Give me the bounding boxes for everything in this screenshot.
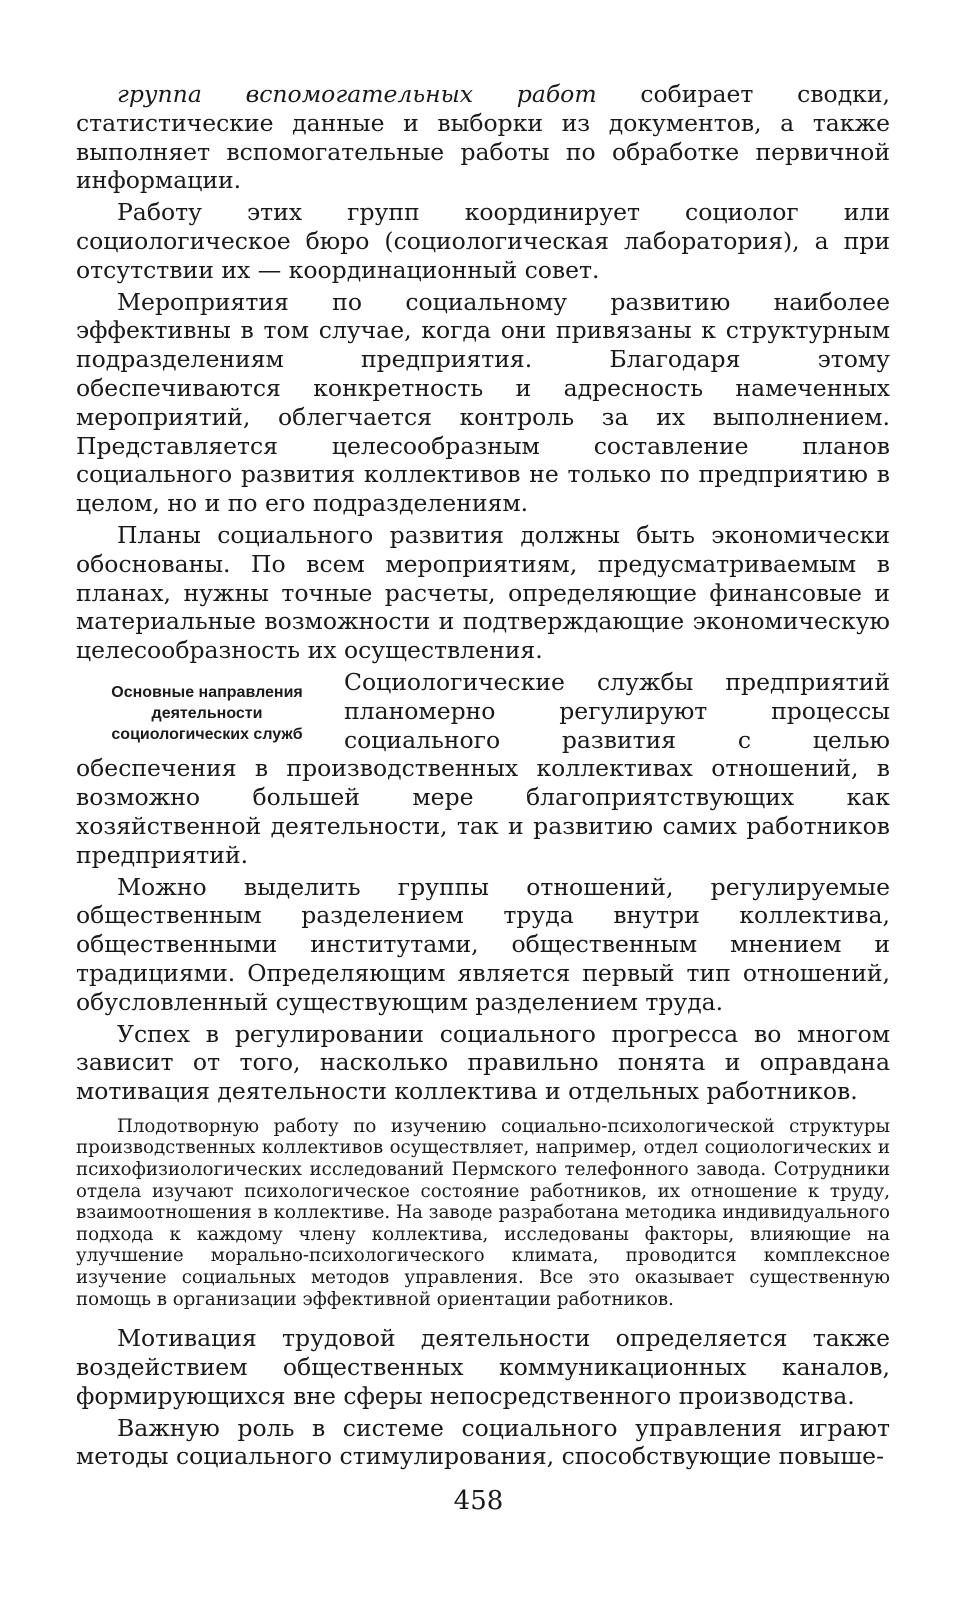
- margin-heading-line-2: деятельности: [151, 704, 263, 722]
- main-text: [76, 80, 890, 1474]
- margin-heading: [76, 682, 338, 745]
- paragraph-9: Важную роль в системе социального управления играют методы социального стимулирования, способствующие повыше-: [76, 1413, 890, 1471]
- paragraph-1-text: собирает сводки, статистические данные и выборки из документов, а также выполняет вспомогательные работы по обработке первичной информации.: [76, 80, 891, 195]
- paragraph-1: [76, 80, 890, 195]
- paragraph-7: Успех в регулировании социального прогресса во многом зависит от того, насколько правильно понята и оправдана мотивация деятельности коллектива и отдельных работников.: [76, 1019, 890, 1106]
- margin-heading-line-1: Основные направления: [111, 683, 303, 701]
- paragraph-4: Планы социального развития должны быть экономически обоснованы. По всем мероприятиям, предусматриваемым в планах, нужны точные расчеты, определяющие финансовые и материальные возможности и подтверждающие экономическую целесообразность их осуществления.: [76, 520, 890, 665]
- margin-heading-line-3: социологических служб: [111, 725, 303, 743]
- paragraph-8: Мотивация трудовой деятельности определяется также воздействием общественных коммуникационных каналов, формирующихся вне сферы непосредственного производства.: [76, 1324, 890, 1410]
- italic-term: группа вспомогательных работ: [117, 80, 597, 108]
- paragraph-3: Мероприятия по социальному развитию наиболее эффективны в том случае, когда они привязаны к структурным подразделениям предприятия. Благодаря этому обеспечиваются конкретность и адресность намеченных мероприятий, облегчается контроль за их выполнением. Представляется целесообразным составление планов социального развития коллективов не только по предприятию в целом, но и по его подразделениям.: [76, 287, 890, 518]
- page-number: 458: [453, 1486, 504, 1516]
- paragraph-5: Социологические службы предприятий планомерно регулируют процессы социального развития с целью обеспечения в производственных коллективах отношений, в возможно большей мере благоприятствующих как хозяйственной деятельности, так и развитию самих работников предприятий.: [76, 667, 890, 869]
- paragraph-6: Можно выделить группы отношений, регулируемые общественным разделением труда внутри коллектива, общественными институтами, общественным мнением и традициями. Определяющим является первый тип отношений, обусловленный существующим разделением труда.: [76, 872, 890, 1016]
- small-print-note: Плодотворную работу по изучению социально-психологической структуры производственных коллективов осуществляет, например, отдел социологических и психофизиологических исследований Пермского телефонного завода. Сотрудники отдела изучают психологическое состояние работников, их отношение к труду, взаимоотношения в коллективе. На заводе разработана методика индивидуального подхода к каждому члену коллектива, исследованы факторы, влияющие на улучшение морально-психологического климата, проводится комплексное изучение социальных методов управления. Все это оказывает существенную помощь в организации эффективной ориентации работников.: [76, 1115, 890, 1310]
- paragraph-2: Работу этих групп координирует социолог или социологическое бюро (социологическая лаборатория), а при отсутствии их — координационный совет.: [76, 198, 890, 284]
